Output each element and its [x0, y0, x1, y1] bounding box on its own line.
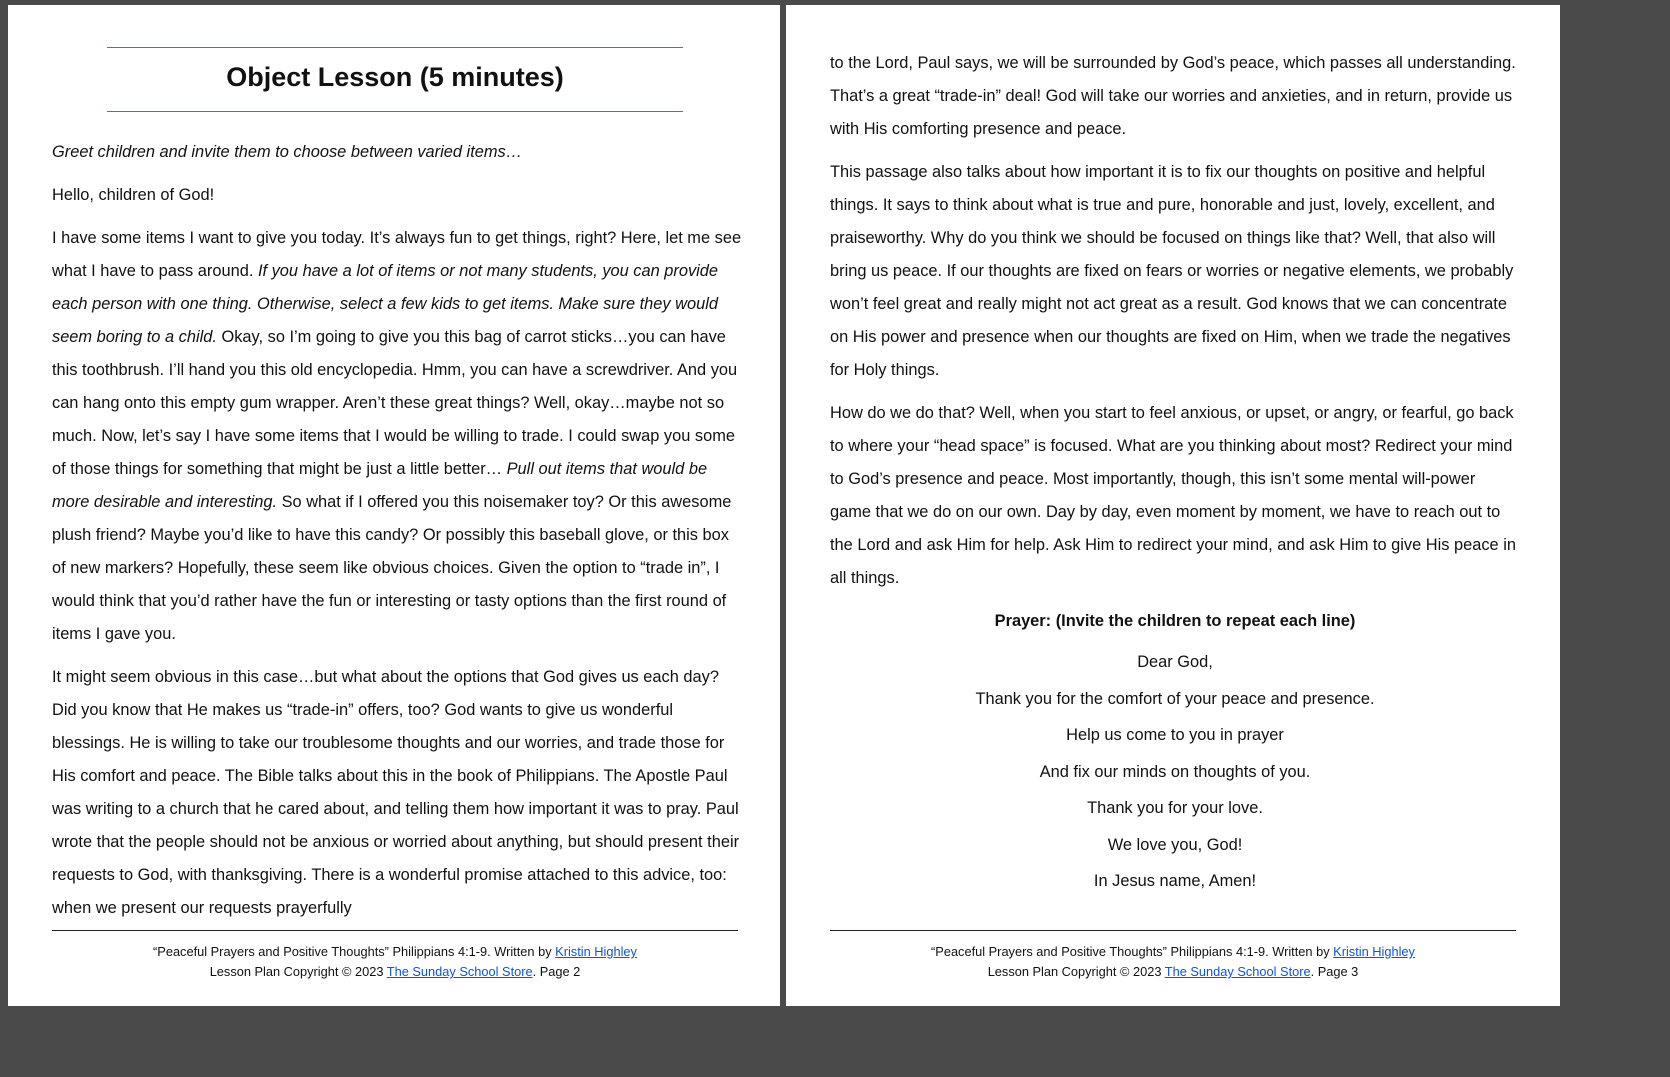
- store-link[interactable]: The Sunday School Store: [1164, 964, 1311, 979]
- prayer-line: In Jesus name, Amen!: [1093, 872, 1257, 890]
- left-body-text: [52, 136, 742, 935]
- footer-credit: “Peaceful Prayers and Positive Thoughts” Philippians 4:1-9. Written by: [153, 944, 556, 959]
- footer-line-1: [830, 942, 1516, 962]
- how-paragraph: How do we do that? Well, when you start to feel anxious, or upset, or angry, or fearful, go back to where your “head space” is focused. What are you thinking about most? Redirect your mind to God’s presence and peace. Most importantly, though, this isn’t some mental will-power game that we do on our own. Day by day, even moment by moment, we have to reach out to the Lord and ask Him for help. Ask Him to redirect your mind, and ask Him to give His peace in all things.: [830, 404, 1516, 587]
- items-text-e: So what if I offered you this noisemaker toy? Or this awesome plush friend? Maybe you’d like to have this candy? Or possibly this baseball glove, or this box of new markers? Hopefully, these seem like obvious choices. Given the option to “trade in”, I would think that you’d rather have the fun or interesting or tasty options than the first round of items I gave you.: [52, 493, 732, 643]
- prayer-line: And fix our minds on thoughts of you.: [1039, 762, 1311, 781]
- footer-line-2: [52, 962, 738, 982]
- footer-copyright: Lesson Plan Copyright © 2023: [987, 964, 1165, 979]
- promise-paragraph: to the Lord, Paul says, we will be surrounded by God’s peace, which passes all understanding. That’s a great “trade-in” deal! God will take our worries and anxieties, and in return, provide us with His comforting presence and peace.: [830, 54, 1516, 138]
- title-block: [107, 47, 683, 119]
- footer-line-2: [830, 962, 1516, 982]
- intro-instruction: Greet children and invite them to choose between varied items…: [52, 143, 523, 161]
- positive-thoughts-paragraph: This passage also talks about how important it is to fix our thoughts on positive and helpful things. It says to think about what is true and pure, honorable and just, lovely, excellent, and praiseworthy. Why do you think we should be focused on things like that? Well, that also will bring us peace. If our thoughts are fixed on fears or worries or negative elements, we probably won’t feel great and really might not act great as a result. God knows that we can concentrate on His power and presence when our thoughts are fixed on Him, when we trade the negatives for Holy things.: [830, 163, 1514, 379]
- prayer-line: Help us come to you in prayer: [1066, 726, 1284, 744]
- document-page-3: [786, 5, 1560, 1006]
- prayer-line: Thank you for the comfort of your peace and presence.: [975, 689, 1375, 708]
- document-page-2: [8, 5, 780, 1006]
- prayer-section: [830, 605, 1520, 900]
- footer-copyright: Lesson Plan Copyright © 2023: [209, 964, 387, 979]
- items-paragraph: [52, 222, 742, 651]
- author-link[interactable]: Kristin Highley: [1333, 944, 1415, 959]
- greeting-paragraph: Hello, children of God!: [52, 186, 215, 204]
- store-link[interactable]: The Sunday School Store: [386, 964, 533, 979]
- page-title: Object Lesson (5 minutes): [226, 62, 564, 92]
- prayer-line: Dear God,: [1137, 653, 1213, 671]
- page-footer: [830, 930, 1516, 982]
- page-footer: [52, 930, 738, 982]
- prayer-line: Thank you for your love.: [1087, 799, 1263, 817]
- author-link[interactable]: Kristin Highley: [555, 944, 637, 959]
- prayer-line: We love you, God!: [1107, 835, 1243, 854]
- items-text-c: Okay, so I’m going to give you this bag of carrot sticks…you can have this toothbrush. I’ll hand you this old encyclopedia. Hmm, you can have a screwdriver. And you can hang onto this empty gum wrapper. Aren’t these great things? Well, okay…maybe not so much. Now, let’s say I have some items that I would be willing to trade. I could swap you some of those things for something that might be just a little better…: [52, 328, 738, 478]
- page-number: . Page 2: [532, 964, 581, 979]
- items-instruction-b: If you have a lot of items or not many students, you can provide each person with one thing. Otherwise, select a few kids to get items. Make sure they would seem boring to a child.: [52, 262, 719, 346]
- footer-line-1: [52, 942, 738, 962]
- items-text-a: I have some items I want to give you today. It’s always fun to get things, right? Here, let me see what I have to pass around.: [52, 229, 742, 280]
- trade-in-paragraph: It might seem obvious in this case…but what about the options that God gives us each day? Did you know that He makes us “trade-in” offers, too? God wants to give us wonderful blessings. He is willing to take our troublesome thoughts and our worries, and trade those for His comfort and peace. The Bible talks about this in the book of Philippians. The Apostle Paul was writing to a church that he cared about, and telling them how important it was to pray. Paul wrote that the people should not be anxious or worried about anything, but should present their requests to God, with thanksgiving. There is a wonderful promise attached to this advice, too: when we present our requests prayerfully: [52, 668, 740, 917]
- page-number: . Page 3: [1310, 964, 1359, 979]
- items-instruction-d: Pull out items that would be more desirable and interesting.: [52, 460, 708, 511]
- right-body-text: [830, 47, 1520, 900]
- prayer-heading: Prayer: (Invite the children to repeat each line): [994, 612, 1356, 630]
- footer-credit: “Peaceful Prayers and Positive Thoughts” Philippians 4:1-9. Written by: [931, 944, 1334, 959]
- title-rule-top: [107, 47, 683, 48]
- title-rule-bottom: [107, 111, 683, 112]
